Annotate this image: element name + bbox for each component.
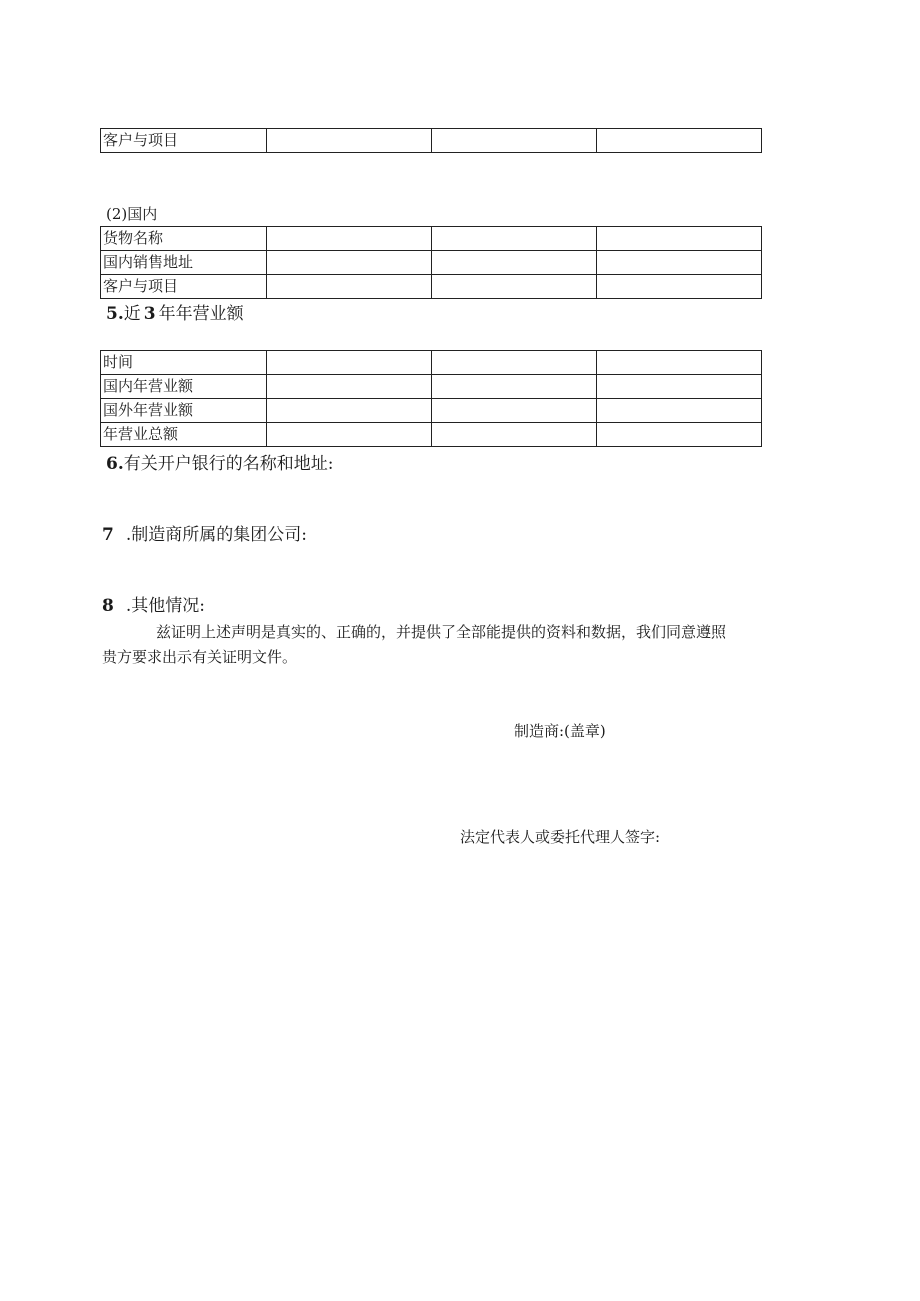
manufacturer-seal-label: 制造商:(盖章)	[514, 722, 606, 740]
table-cell[interactable]	[432, 375, 597, 399]
declaration-line-1: 兹证明上述声明是真实的、正确的，并提供了全部能提供的资料和数据，我们同意遵照	[156, 623, 727, 641]
domestic-table	[100, 226, 762, 299]
table-cell[interactable]	[432, 351, 597, 375]
row-label: 国内销售地址	[101, 251, 267, 275]
section-title: 近	[123, 304, 141, 324]
table-cell[interactable]	[432, 399, 597, 423]
row-label: 时间	[101, 351, 267, 375]
section7-heading	[102, 524, 307, 546]
section-number: 7	[102, 525, 114, 545]
table-cell[interactable]	[432, 129, 597, 153]
table-cell[interactable]	[597, 129, 762, 153]
section-title: .制造商所属的集团公司:	[125, 525, 307, 545]
table-row	[101, 399, 762, 423]
table-row	[101, 351, 762, 375]
section-title-number: 3	[143, 304, 156, 324]
table-cell[interactable]	[432, 251, 597, 275]
section-number: 8	[102, 596, 114, 616]
export-customer-table	[100, 128, 762, 153]
domestic-subheading: (2)国内	[106, 205, 158, 223]
table-cell[interactable]	[597, 351, 762, 375]
table-cell[interactable]	[597, 375, 762, 399]
row-label: 货物名称	[101, 227, 267, 251]
section5-heading	[106, 303, 244, 325]
table-cell[interactable]	[267, 251, 432, 275]
table-cell[interactable]	[267, 375, 432, 399]
table-cell[interactable]	[267, 275, 432, 299]
section8-heading	[102, 595, 205, 617]
table-row	[101, 423, 762, 447]
table-cell[interactable]	[432, 275, 597, 299]
table-row	[101, 375, 762, 399]
section-number: 6.	[106, 454, 124, 474]
declaration-line-2: 贵方要求出示有关证明文件。	[102, 648, 298, 666]
table-cell[interactable]	[267, 423, 432, 447]
table-cell[interactable]	[597, 227, 762, 251]
table-cell[interactable]	[267, 351, 432, 375]
table-cell[interactable]	[267, 227, 432, 251]
section6-heading	[106, 453, 333, 475]
section-number: 5.	[106, 304, 124, 324]
row-label: 年营业总额	[101, 423, 267, 447]
section-title: 有关开户银行的名称和地址:	[123, 454, 334, 474]
table-cell[interactable]	[267, 399, 432, 423]
table-cell[interactable]	[432, 227, 597, 251]
table-cell[interactable]	[597, 399, 762, 423]
table-row	[101, 227, 762, 251]
revenue-table	[100, 350, 762, 447]
table-cell[interactable]	[597, 251, 762, 275]
table-row	[101, 275, 762, 299]
row-label: 客户与项目	[101, 129, 267, 153]
table-cell[interactable]	[597, 423, 762, 447]
table-cell[interactable]	[267, 129, 432, 153]
representative-signature-label: 法定代表人或委托代理人签字:	[460, 828, 661, 846]
section-title: 年年营业额	[158, 304, 244, 324]
table-cell[interactable]	[597, 275, 762, 299]
row-label: 国内年营业额	[101, 375, 267, 399]
row-label: 客户与项目	[101, 275, 267, 299]
section-title: .其他情况:	[125, 596, 205, 616]
table-row	[101, 251, 762, 275]
table-cell[interactable]	[432, 423, 597, 447]
row-label: 国外年营业额	[101, 399, 267, 423]
table-row	[101, 129, 762, 153]
